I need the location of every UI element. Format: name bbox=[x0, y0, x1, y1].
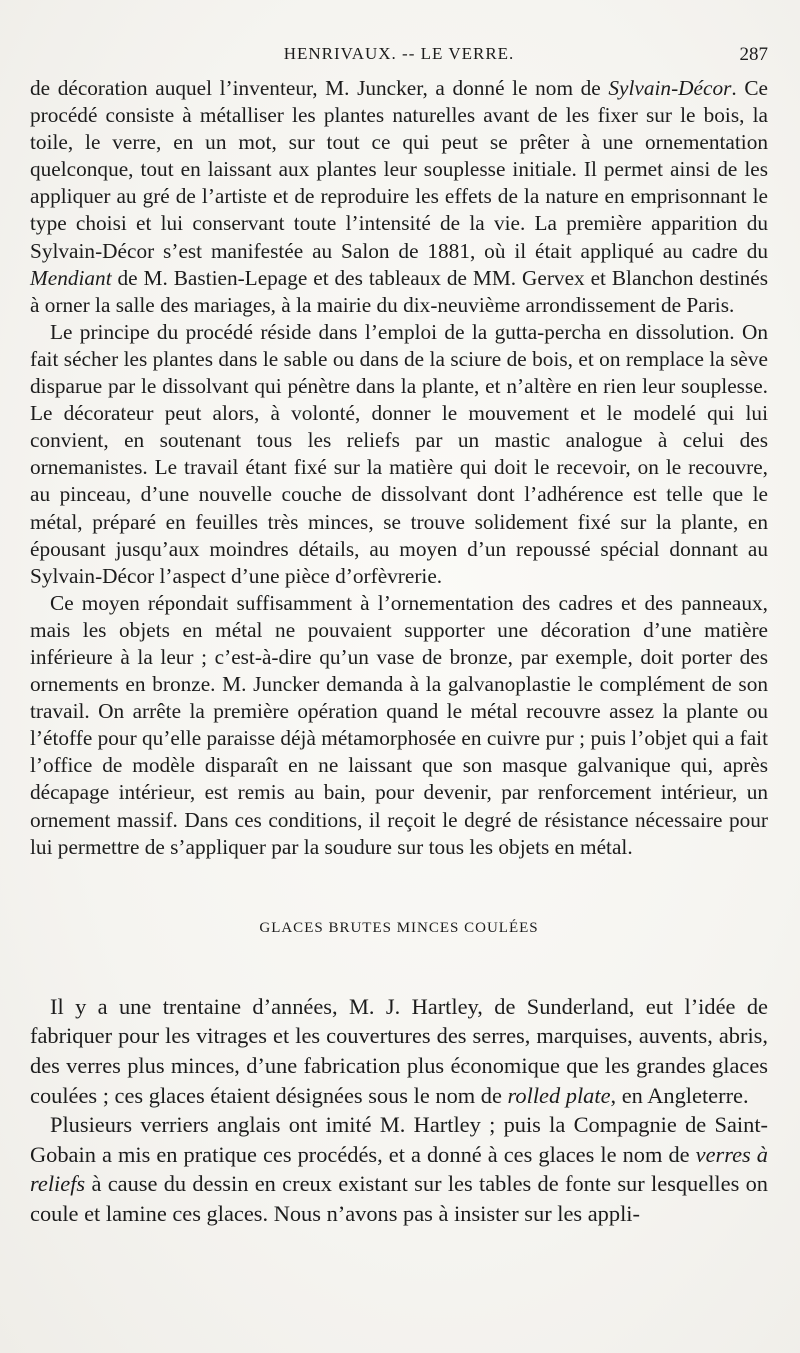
italic-run: Sylvain-Décor bbox=[608, 76, 732, 100]
page-number: 287 bbox=[739, 44, 768, 65]
text-run: Le principe du procédé réside dans l’emploi de la gutta-percha en dissolution. On fait sécher les plantes dans le sable ou dans de la sciure de bois, et on remplace la sève disparue par le dissolvant qui pénètre dans la plante, et n’altère en rien leur souplesse. Le décorateur peut alors, à volonté, donner le mouvement et le modelé qui lui convient, en soutenant tous les reliefs par un mastic analogue à celui des ornemanistes. Le travail étant fixé sur la matière qui doit le recevoir, on le recouvre, au pinceau, d’une nouvelle couche de dissolvant dont l’adhérence est telle que le métal, préparé en feuilles très minces, se trouve solidement fixé sur la plante, en épousant jusqu’aux moindres détails, au moyen d’un repoussé spécial donnant au Sylvain-Décor l’aspect d’une pièce d’orfèvrerie. bbox=[30, 319, 768, 588]
italic-run: rolled plate bbox=[507, 1082, 611, 1108]
text-run: , en Angleterre. bbox=[610, 1082, 749, 1108]
text-run: Ce moyen répondait suffisamment à l’ornementation des cadres et des panneaux, mais les objets en métal ne pouvaient supporter une décoration d’une matière inférieure à la leur ; c’est-à-dire qu’un vase de bronze, par exemple, doit porter des ornements en bronze. M. Juncker demanda à la galvanoplastie le complément de son travail. On arrête la première opération quand le métal recouvre assez la plante ou l’étoffe pour qu’elle paraisse déjà métamorphosée en cuivre pur ; puis l’objet qui a fait l’office de modèle disparaît en ne laissant que son masque galvanique qui, après décapage intérieur, est remis au bain, pour devenir, par renforcement intérieur, un ornement massif. Dans ces conditions, il reçoit le degré de résistance nécessaire pour lui permettre de s’appliquer par la soudure sur tous les objets en métal. bbox=[30, 590, 768, 859]
italic-run: Mendiant bbox=[30, 265, 112, 290]
text-run: de M. Bastien-Lepage et des tableaux de MM. Gervex et Blanchon destinés à orner la salle des mariages, à la mairie du dix-neuvième arrondissement de Paris. bbox=[30, 265, 768, 317]
text-run: de décoration auquel l’inventeur, M. Juncker, a donné le nom de bbox=[30, 76, 609, 100]
body-text bbox=[30, 75, 768, 1228]
section-body bbox=[30, 992, 768, 1229]
paragraph bbox=[30, 319, 768, 590]
paragraph bbox=[30, 590, 768, 861]
text-run: Il y a une trentaine d’années, M. J. Hartley, de Sunderland, eut l’idée de fabriquer pour les vitrages et les couvertures des serres, marquises, auvents, abris, des verres plus minces, d’une fabrication plus économique que les grandes glaces coulées ; ces glaces étaient désignées sous le nom de bbox=[30, 993, 768, 1108]
text-run: . Ce procédé consiste à métalliser les plantes naturelles avant de les fixer sur le bois, la toile, le verre, en un mot, sur tout ce qui peut se prêter à une ornementation quelconque, tout en laissant aux plantes leur souplesse initiale. Il permet ainsi de les appliquer au gré de l’artiste et de reproduire les effets de la nature en emprisonnant le type choisi et lui conservant toute l’intensité de la vie. La première apparition du Sylvain-Décor s’est manifestée au Salon de 1881, où il était appliqué au cadre du bbox=[30, 76, 769, 263]
running-head: HENRIVAUX. -- LE VERRE. bbox=[283, 44, 515, 63]
text-run: à cause du dessin en creux existant sur les tables de fonte sur lesquelles on coule et lamine ces glaces. Nous n’avons pas à insister sur les appli- bbox=[30, 1171, 768, 1226]
section-heading: GLACES BRUTES MINCES COULÉES bbox=[259, 919, 539, 936]
page-header bbox=[30, 40, 768, 70]
paragraph bbox=[30, 992, 768, 1110]
text-run: Plusieurs verriers anglais ont imité M. Hartley ; puis la Compagnie de Saint-Gobain a mis en pratique ces procédés, et a donné à ces glaces le nom de bbox=[30, 1112, 768, 1167]
italic-run: verres à reliefs bbox=[30, 1141, 768, 1197]
paragraph bbox=[30, 1110, 768, 1228]
paragraph bbox=[30, 75, 768, 319]
